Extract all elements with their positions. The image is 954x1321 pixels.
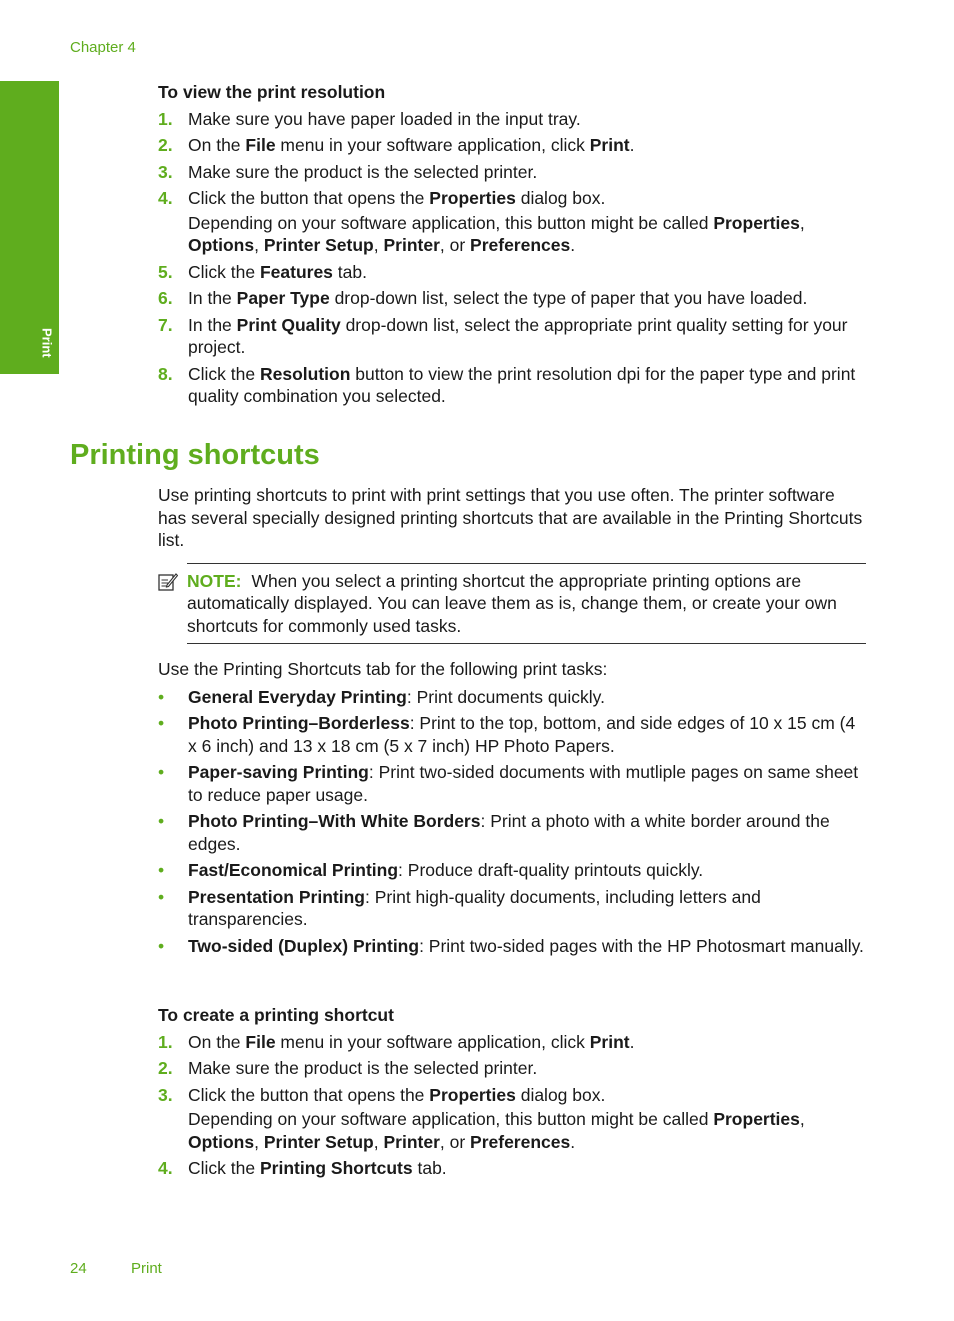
note-text: When you select a printing shortcut the appropriate printing options are automatically displayed. You can leave them as is, change them, or create your own shortcuts for commonly used tasks. — [187, 570, 837, 636]
step-number: 8. — [158, 363, 173, 384]
text-run: button to view the print resolution dpi for the paper type and print quality combination you selected. — [188, 363, 856, 406]
text-run: , — [373, 1131, 384, 1152]
text-run: On the — [188, 1031, 246, 1052]
step-item — [158, 134, 866, 157]
step-number: 7. — [158, 314, 173, 335]
text-run: , or — [439, 1131, 471, 1152]
text-run: In the — [188, 314, 237, 335]
task-bullet — [158, 761, 866, 806]
task-bullet-list — [158, 686, 866, 958]
step-item — [158, 187, 866, 257]
step-number: 3. — [158, 161, 173, 182]
step-item — [158, 1031, 866, 1054]
step-text — [188, 1084, 866, 1107]
text-run: menu in your software application, click — [275, 1031, 590, 1052]
step-item — [158, 261, 866, 284]
step-item — [158, 314, 866, 359]
text-run: Make sure you have paper loaded in the input tray. — [188, 108, 581, 129]
text-run: dialog box. — [515, 188, 606, 208]
task-description: : Print to the top, bottom, and side edges of 10 x 15 cm (4 x 6 inch) and 13 x 18 cm (5 x 7 inch) HP Photo Papers. — [188, 713, 856, 756]
task-description: : Print high-quality documents, including letters and transparencies. — [188, 886, 761, 929]
bold-term: Options — [188, 235, 255, 255]
side-tab-label: Print — [39, 328, 55, 358]
step-list — [158, 108, 866, 408]
text-run: tab. — [332, 261, 367, 282]
procedure-view-resolution — [158, 81, 866, 408]
text-run: , — [254, 1131, 264, 1152]
text-run: , — [373, 235, 384, 255]
text-run: tab. — [412, 1158, 447, 1178]
bold-term: Preferences — [470, 235, 571, 255]
step-number: 3. — [158, 1084, 173, 1105]
step-item — [158, 108, 866, 131]
task-name: Photo Printing–Borderless — [188, 713, 410, 733]
step-list — [158, 1031, 866, 1180]
footer-section: Print — [131, 1260, 162, 1277]
step-text — [188, 363, 866, 408]
task-name: Presentation Printing — [188, 886, 365, 907]
task-bullet — [158, 712, 866, 757]
bold-term: Properties — [429, 188, 516, 208]
text-run: drop-down list, select the type of paper that you have loaded. — [329, 288, 808, 308]
step-item — [158, 1057, 866, 1080]
bullet-icon: • — [158, 935, 165, 956]
step-number: 1. — [158, 1031, 173, 1052]
bold-term: Features — [259, 261, 333, 282]
bold-term: Resolution — [259, 363, 351, 384]
bold-term: Print — [589, 135, 630, 155]
bullet-icon: • — [158, 762, 165, 782]
text-run: Depending on your software application, this button might be called — [188, 212, 714, 233]
bold-term: Properties — [713, 1109, 800, 1129]
task-description: : Print a photo with a white border around the edges. — [188, 811, 830, 854]
task-name: Photo Printing–With White Borders — [188, 811, 481, 831]
note-box — [187, 563, 866, 645]
bold-term: Preferences — [470, 1131, 571, 1152]
section-title: Printing shortcuts — [70, 439, 320, 471]
bold-term: Properties — [713, 212, 800, 233]
step-subtext — [188, 212, 866, 257]
task-name: Fast/Economical Printing — [188, 860, 399, 880]
task-bullet — [158, 810, 866, 855]
step-text — [188, 1157, 866, 1180]
text-run: , or — [439, 235, 471, 255]
text-run: , — [799, 212, 805, 233]
step-number: 4. — [158, 1158, 173, 1178]
bullet-icon: • — [158, 713, 165, 733]
page-footer — [70, 1258, 162, 1281]
text-run: drop-down list, select the appropriate print quality setting for your project. — [188, 314, 848, 357]
bold-term: Printer — [383, 1131, 440, 1152]
step-text — [188, 161, 866, 184]
step-number: 4. — [158, 188, 173, 208]
bullet-icon: • — [158, 860, 165, 880]
page-number: 24 — [70, 1260, 87, 1277]
text-run: Click the button that opens the — [188, 1084, 430, 1105]
bold-term: Printer Setup — [263, 1131, 374, 1152]
task-bullet — [158, 886, 866, 931]
step-item — [158, 1157, 866, 1180]
bold-term: File — [245, 1031, 276, 1052]
step-text — [188, 187, 866, 210]
step-text — [188, 108, 866, 131]
step-text — [188, 134, 866, 157]
task-bullet — [158, 686, 866, 709]
note-label: NOTE: — [187, 570, 242, 591]
section-body — [158, 484, 866, 957]
text-run: Click the button that opens the — [188, 188, 430, 208]
text-run: . — [629, 135, 635, 155]
text-run: Depending on your software application, this button might be called — [188, 1109, 714, 1129]
chapter-header: Chapter 4 — [70, 39, 136, 56]
bullet-icon: • — [158, 686, 165, 707]
step-text — [188, 314, 866, 359]
task-description: : Print two-sided pages with the HP Photosmart manually. — [419, 935, 864, 956]
text-run: . — [629, 1031, 635, 1052]
bold-term: Printer — [383, 235, 440, 255]
text-run: dialog box. — [515, 1084, 606, 1105]
text-run: On the — [188, 135, 246, 155]
step-number: 1. — [158, 108, 173, 129]
text-run: Click the — [188, 1158, 260, 1178]
bold-term: Print — [589, 1031, 630, 1052]
bold-term: File — [245, 135, 276, 155]
step-text — [188, 261, 866, 284]
task-name: Paper-saving Printing — [188, 762, 369, 782]
text-run: . — [570, 1131, 576, 1152]
task-bullet — [158, 935, 866, 958]
bold-term: Print Quality — [236, 314, 341, 335]
step-item — [158, 287, 866, 310]
step-text — [188, 1031, 866, 1054]
text-run: . — [570, 235, 576, 255]
text-run: Click the — [188, 261, 260, 282]
text-run: Click the — [188, 363, 260, 384]
step-item — [158, 1084, 866, 1154]
step-number: 6. — [158, 288, 173, 308]
text-run: , — [799, 1109, 805, 1129]
procedure-create-shortcut — [158, 1004, 866, 1180]
task-description: : Produce draft-quality printouts quickly. — [398, 860, 704, 880]
bold-term: Printing Shortcuts — [259, 1158, 413, 1178]
text-run: Make sure the product is the selected printer. — [188, 1058, 538, 1078]
step-subtext — [188, 1108, 866, 1153]
procedure-title: To create a printing shortcut — [158, 1005, 394, 1025]
procedure-title: To view the print resolution — [158, 82, 386, 102]
step-text — [188, 287, 866, 310]
text-run: Make sure the product is the selected printer. — [188, 161, 538, 182]
step-text — [188, 1057, 866, 1080]
step-number: 2. — [158, 135, 173, 155]
task-description: : Print documents quickly. — [406, 686, 605, 707]
text-run: , — [254, 235, 264, 255]
tasks-intro: Use the Printing Shortcuts tab for the following print tasks: — [158, 659, 608, 679]
text-run: menu in your software application, click — [275, 135, 590, 155]
bold-term: Paper Type — [236, 288, 330, 308]
step-number: 5. — [158, 261, 173, 282]
step-number: 2. — [158, 1058, 173, 1078]
bold-term: Options — [188, 1131, 255, 1152]
bullet-icon: • — [158, 886, 165, 907]
bullet-icon: • — [158, 811, 165, 831]
task-description: : Print two-sided documents with mutliple pages on same sheet to reduce paper usage. — [188, 762, 859, 805]
task-name: General Everyday Printing — [188, 686, 407, 707]
step-item — [158, 161, 866, 184]
task-bullet — [158, 859, 866, 882]
task-name: Two-sided (Duplex) Printing — [188, 935, 420, 956]
note-icon — [158, 572, 178, 592]
text-run: In the — [188, 288, 237, 308]
intro-paragraph: Use printing shortcuts to print with print settings that you use often. The printer software has several specially designed printing shortcuts that are available in the Printing Shortcuts list. — [158, 485, 863, 550]
bold-term: Properties — [429, 1084, 516, 1105]
step-item — [158, 363, 866, 408]
bold-term: Printer Setup — [263, 235, 374, 255]
